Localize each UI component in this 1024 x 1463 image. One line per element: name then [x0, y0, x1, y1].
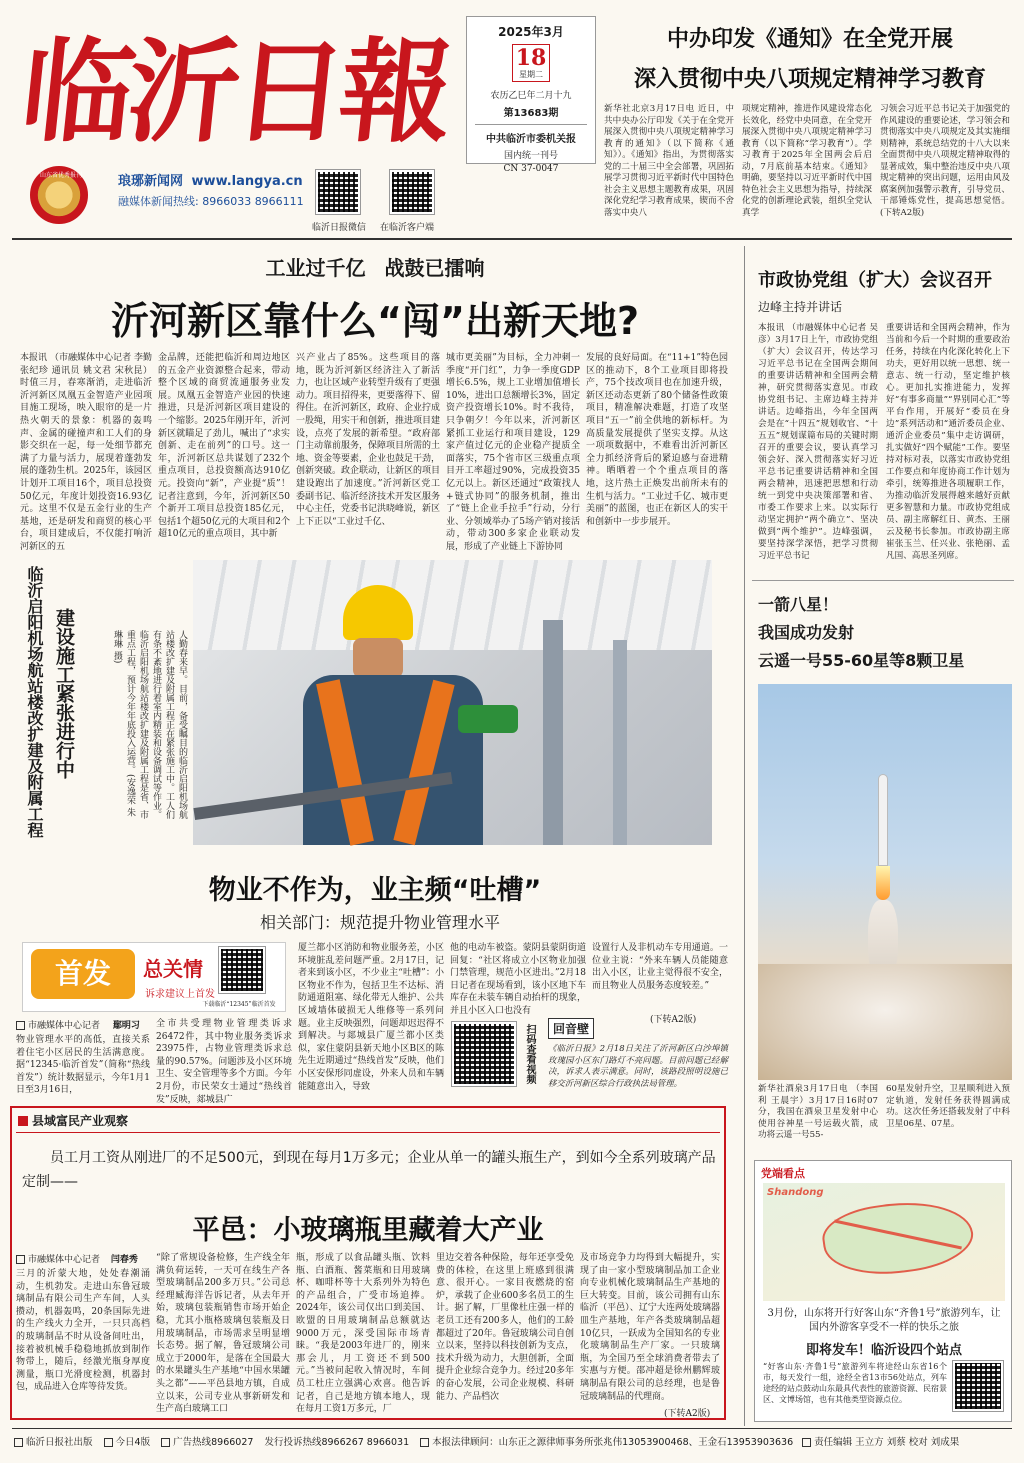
county-lede: 员工月工资从刚进厂的不足500元，到现在每月1万多元；企业从单一的罐头瓶生产，到如今全系列玻璃产品定制—— [22, 1150, 716, 1190]
issue-publisher: 中共临沂市委机关报 [486, 134, 576, 145]
satellite-col-1: 新华社酒泉3月17日电 （李国利 王晨宇）3月17日16时07分，我国在酒泉卫星发射中心使用谷神星一号运载火箭，成功将云遥一号55- [758, 1084, 878, 1140]
satellite-line-1[interactable]: 一箭八星！ [758, 595, 839, 614]
shoufa-logo-side: 总关情 [143, 957, 203, 981]
property-col-5: 设置行人及非机动车专用通道。一位业主说：“外来车辆人员能随意出入小区，让业主觉得很不安全，而且物业人员服务态度较差。” [592, 943, 728, 991]
issue-divider [475, 124, 587, 125]
footer-legal [420, 1437, 793, 1448]
property-col-3: 厦兰都小区消防和物业服务差，小区环境脏乱差问题严重。2月17日，记者来到该小区，不少业主“吐槽”：小区物业不作为，包括卫生不达标、消防通道阻塞、绿化带无人维护、公共区域墙体破损无人维修等一系列问题。业主反映强烈，问题却迟迟得不到解决。与郯城县广厦兰都小区类似，家住蒙阴县新天地小区B区的陈先生近期通过“热线首发”反映，他们小区安保形同虚设，外来人员和车辆能随意出入，导致 [298, 943, 444, 1092]
masthead-logo: 临沂日報 [15, 27, 453, 158]
county-col-4: 里边交着各种保险，每年还享受免费的体检，在这里上班感到很满意、很开心。一家目夜燃烧的窑炉，承载了企业600多名员工的生计。据了解，厂里像杜庄强一样的老员工还有200多人，他们的工龄都超过了20年。鲁冠玻璃公司自创立以来，坚持以科技创新为支点，技术升级为动力，大胆创新，全面提升企业综合竞争力。经过20多年的奋心发展，公司企业规模、科研能力、产品档次 [436, 1253, 574, 1402]
issue-cn-label: 国内统一刊号 [503, 151, 558, 161]
county-byline-name: 闫春秀 [110, 1255, 138, 1265]
county-byline-tag: 市融媒体中心记者 [28, 1255, 101, 1265]
county-col-3: 瓶，形成了以食品罐头瓶、饮料瓶、白酒瓶、酱菜瓶和日用玻璃杯、咖啡杯等十大系列外为特色的产品组合，广受市场追捧。2024年，该公司仅出口到美国、欧盟的日用玻璃制品总额就达9000万元，深受国际市场青睐。“我是2003年进厂的，刚来那会儿，月工资还不到500元。”当被问起收入情况时，车间员工杜庄立强满心欢喜。他告诉记者，自己是地方镇本地人，现在每月工资1万多元，厂 [296, 1253, 430, 1415]
badge-text: 山东省优秀报刊 [39, 172, 82, 179]
top-story-col-1: 新华社北京3月17日电 近日，中共中央办公厅印发《关于在全党开展深入贯彻中央八项规定精神学习教育的通知》（以下简称《通知》）。《通知》指出，为贯彻落实党的二十届三中全会部署，巩固拓展学习贯彻习近平新时代中国特色社会主义思想主题教育成果，巩固深化党纪学习教育成果，锲而不舍落实中央八 [604, 104, 734, 218]
county-byline [16, 1252, 138, 1265]
photo-kicker: 临沂启阳机场航站楼改扩建及附属工程 [25, 566, 44, 838]
main-col-1: 本报讯 （市融媒体中心记者 李勤 张纪珍 通讯员 姚文君 宋秋昆）时值三月，春寒渐消，走进临沂沂河新区凤凰五金智造产业园项目施工现场，映入眼帘的是一片热火朝天的景象：机器的轰鸣声、金属的碰撞声和工人们的身影交织在一起，每一处细节都充满了力量与活力，展现着蓬勃发展的蓬勃生机。2025年，该园区计划开工项目16个，项目总投资50亿元，年度计划投资16.93亿元。这里不仅是五金行业的生产基地，还是研发和商贸的核心平台，项目建成后，不仅能打响沂河新区的五 [20, 353, 152, 552]
footer-box-icon [802, 1438, 811, 1447]
shoufa-qr[interactable] [219, 947, 265, 993]
worker-face [353, 638, 403, 678]
satellite-line-3[interactable]: 云遥一号55-60星等8颗卫星 [758, 651, 965, 670]
shoufa-logo-sub: 诉求建议上首发 [145, 989, 215, 1000]
ceiling-panel [193, 560, 712, 650]
rocket-launch-photo [758, 684, 1012, 1080]
issue-number: 第13683期 [503, 108, 559, 119]
county-section-label: 县域富民产业观察 [32, 1114, 129, 1128]
smoke-cloud [758, 964, 1012, 1080]
county-col-1: 三月的沂蒙大地，处处春潮涌动，生机勃发。走进山东鲁冠玻璃制品有限公司生产车间，人头攒动，机器轰鸣，20条国际先进的生产线火力全开，一只只高档的玻璃制品不时从设备间吐出，接着被机械手稳稳地抓放到制作物带上，随后，经激光瓶身厚度测量，瓶口光滑度检测，机器封包，成品进入仓库等待发货。 [16, 1269, 150, 1393]
footer-box-icon [14, 1438, 23, 1447]
main-col-2: 金品牌，还能把临沂和周边地区的五金产业资源整合起来，带动整个区域的商贸流通服务业发展。凤凰五金智造产业园的快速推进，只是沂河新区项目建设的一个缩影。2025年刚开年，沂河新区就瞄足了劲儿，喊出了“求实创新、走在前列”的口号。这一年，沂河新区总共谋划了232个重点项目，总投资额高达910亿元。投资向“新”，产业提“质”！记者注意到，今年，沂河新区50个新开工项目总投资185亿元，包括1个超50亿元的大项目和2个超10亿元的重点项目，其中新 [158, 353, 290, 540]
promo-map [763, 1183, 1005, 1301]
property-col-1: 物业管理水平的高低，直接关系着住宅小区居民的生活满意度。据“12345·临沂首发”（简称“热线首发”）统计数据显示，今年1月1日至3月16日， [16, 1035, 150, 1096]
county-story-box [10, 1106, 726, 1420]
promo-caption: 3月份，山东将开行好客山东“齐鲁1号”旅游列车，让国内外游客享受不一样的快乐之旅 [767, 1308, 1001, 1333]
wechat-qr-label: 临沂日报微信 [312, 223, 367, 233]
promo-box [754, 1160, 1012, 1422]
footer-ad [161, 1437, 253, 1448]
footer-rule [12, 1428, 1012, 1429]
site-url[interactable]: www.langya.cn [191, 174, 303, 189]
issue-box [466, 16, 596, 174]
shandong-outline [819, 1193, 977, 1283]
byline-box-icon-2 [16, 1255, 25, 1264]
property-col-2: 全市共受理物业管理类诉求26472件，其中物业服务类诉求23975件，占物业管理类诉求总量的90.57%。问题涉及小区环境卫生、安全管理等多个方面。今年2月份，市民荣女士通过“热线首发”反映，郯城县广 [156, 1019, 292, 1105]
main-kicker: 工业过千亿 战鼓已擂响 [265, 256, 485, 280]
wechat-qr[interactable] [316, 170, 360, 214]
video-label: 扫码查看视频 [524, 1024, 535, 1084]
main-col-3: 兴产业占了85%。这些项目的落地，既为沂河新区经济注入了新活力，也让区域产业转型升级有了更强动力。项目招得来，更要落得下、留得住。在沂河新区，政府、企业拧成一股绳，用实干和创新，推进项目建设，点亮了发展的新希望。“政府部门主动靠前服务，保障项目所需的土地、资金等要素，企业也鼓足干劲，创新突破。政企联动，让新区的项目建设跑出了加速度。”沂河新区党工委副书记、临沂经济技术开发区服务中心主任，党委书记洪晓峰说，新区上下正以“工业过千亿、 [296, 353, 441, 527]
top-story-title-2[interactable]: 深入贯彻中央八项规定精神学习教育 [633, 67, 986, 92]
section-marker-icon [18, 1116, 28, 1126]
issue-cn-no: CN 37-0047 [503, 164, 559, 174]
cppcc-title[interactable]: 市政协党组（扩大）会议召开 [758, 270, 992, 291]
promo-label: 党端看点 [761, 1167, 805, 1180]
property-continue[interactable]: (下转A2版) [650, 1015, 697, 1025]
construction-photo [193, 560, 712, 845]
site-name-label: 琅琊新闻网 [118, 174, 184, 189]
footer-pages-text: 今日4版 [115, 1437, 151, 1448]
property-byline-name: 鄢明习 [112, 1021, 140, 1031]
cppcc-col-1: 本报讯 （市融媒体中心记者 吴彦）3月17日上午，市政协党组（扩大）会议召开，传达学习习近平总书记在全国两会期间的重要讲话精神和全国两会精神，研究贯彻落实意见。市政协党组书记、主席边峰主持并讲话。边峰指出，今年全国两会是在“十四五”规划收官、“十五五”规划谋篇布局的关键时期召开的重要会议，要认真学习领会好、深入贯彻落实好习近平总书记重要讲话精神和全国两会精神，迅速把思想和行动统一到党中央决策部署和省、市委工作要求上来。以实际行动坚定拥护“两个确立”、坚决做到“两个维护”。边峰强调，要坚持深学深悟，把学习贯彻习近平总书记 [758, 323, 878, 561]
footer-complaint: 发行投诉热线8966267 8966031 [264, 1437, 410, 1448]
property-title[interactable]: 物业不作为，业主频“吐槽” [208, 875, 542, 906]
footer-publisher-text: 临沂日报社出版 [26, 1437, 93, 1448]
scaffold [543, 620, 563, 845]
issue-day: 18 [515, 45, 547, 71]
masthead-rule [12, 238, 1012, 240]
power-drill [458, 705, 518, 733]
cppcc-col-2: 重要讲话和全国两会精神，作为当前和今后一个时期的重要政治任务，持续在内化深化转化上下功夫，更好用以统一思想、统一意志、统一行动，坚定维护核心。更加扎实推进能力，发挥好“有事多商量”“界别同心汇”等平台作用，开展好“委员在身边”系列活动和“通沂委员企业、通沂企业委员”集中走访调研，扎实做好“四个赋能”工作。要坚持对标对表，以落实市政协党组工作要点和年度协商工作计划为牵引，统筹推进各项履职工作，为推动临沂发展得越来越好贡献更多智慧和力量。市政协党组成员、副主席解红日、黄杰、王丽云及秘书长参加。市政协副主席崔张玉兰、任兴业、张艳丽、孟凡国、高思圣列席。 [886, 323, 1010, 561]
shoufa-qr-label: 下载临沂“12345”临沂首发 [202, 1001, 276, 1008]
huisheng-label: 回音壁 [548, 1018, 594, 1039]
issue-year-month: 2025年3月 [498, 25, 564, 39]
footer-pages [104, 1437, 151, 1448]
promo-map-logo: Shandong [767, 1187, 824, 1198]
right-rule-1 [752, 580, 1014, 581]
column-divider [744, 246, 745, 1426]
top-story-col-2: 项规定精神，推进作风建设常态化长效化，经党中央同意，在全党开展深入贯彻中央八项规定精神学习教育（以下简称“学习教育”）。学习教育于2025年全国两会后启动，7月底前基本结束。《通知》明确，要坚持以习近平新时代中国特色社会主义思想为指导，持续深化党的创新理论武装，组织全党认真学 [742, 104, 872, 218]
promo-headline[interactable]: 即将发车！临沂设四个站点 [805, 1343, 962, 1358]
county-continue[interactable]: (下转A2版) [664, 1409, 711, 1419]
issue-day-box [512, 44, 550, 82]
footer-box-icon [420, 1438, 429, 1447]
top-story-title-1[interactable]: 中办印发《通知》在全党开展 [666, 27, 953, 52]
footer-publisher [14, 1437, 93, 1448]
promo-qr[interactable] [953, 1361, 1003, 1411]
footer-box-icon [104, 1438, 113, 1447]
satellite-line-2[interactable]: 我国成功发射 [758, 623, 855, 642]
main-col-4: 城市更美丽”为目标，全力冲刺一季度“开门红”，力争一季度GDP增长6.5%，规上工业增加值增长10%，进出口总额增长3%，固定资产投资增长10%。时不我待，只争朝夕！今年以来，沂河新区紧抓工业运行和项目建设，129家产值过亿元的企业稳产提质全面落实，75个省市区三级重点项目开工率超过90%，完成投资35亿元以上。新区还通过“政策找人+链式协同”的服务机制，推出了“链上企业手拉手”行动，分行业、分领域举办了5场产销对接活动，带动300多家企业联动发展，形成了产业链上下游协同 [446, 353, 580, 552]
huisheng-text: 《临沂日报》2月18日关注了沂河新区白沙埠镇玫瑰园小区东门路灯不亮问题。目前问题已经解决，诉求人表示满意。同时，该路段照明设施已移交沂河新区综合行政执法局管理。 [548, 1043, 728, 1088]
site-name [118, 170, 303, 189]
satellite-col-2: 60星发射升空，卫星顺利进入预定轨道，发射任务获得圆满成功。这次任务还搭载发射了中科卫星06星、07星。 [886, 1084, 1010, 1129]
photo-title: 建设施工紧张进行中 [53, 608, 75, 779]
shoufa-logo [22, 942, 286, 1012]
footer-box-icon [161, 1438, 170, 1447]
property-col-4: 他的电动车被盗。蒙阴县蒙阴街道回复：“社区将成立小区物业加强门禁管理，规范小区进出。”2月18日记者在现场看到，该小区地下车库存在未装车辆自动抬杆的现象，并且小区入口也没有 [450, 943, 586, 1016]
footer-ad-text: 广告热线8966027 [173, 1437, 254, 1448]
footer-editors [802, 1437, 959, 1448]
footer [14, 1434, 1014, 1448]
app-qr[interactable] [390, 170, 434, 214]
county-col-5: 及市场竞争力均得到大幅提升，实现了由一家小型玻璃制品加工企业向专业机械化玻璃制品生产基地的巨大转变。目前，该公司拥有山东临沂（平邑）、辽宁大连两处玻璃器皿生产基地，年产各类玻璃制品超10亿只，一跃成为全国知名的专业化玻璃制品生产厂家。一只玻璃瓶，为全国乃至全球消费者带去了实惠与方便。邵冲超是徐州鹏辉玻璃制品有限公司的总经理，也是鲁冠玻璃制品的代理商。 [580, 1253, 720, 1402]
top-story-col-3: 习领会习近平总书记关于加强党的作风建设的重要论述，学习领会和贯彻落实中央八项规定及其实施细则精神，系统总结党的十八大以来全面贯彻中央八项规定精神取得的显著成效，集中整治违反中央八项规定精神的突出问题，运用由风及腐案例加强警示教育，引导党员、干部锤炼党性，提高思想觉悟。(下转A2版) [880, 104, 1010, 218]
property-byline-tag: 市融媒体中心记者 [28, 1021, 101, 1031]
county-section-rule [16, 1132, 720, 1133]
issue-weekday: 星期二 [519, 70, 543, 79]
shoufa-logo-main: 首发 [31, 949, 135, 999]
huisheng-box [548, 1018, 728, 1102]
rocket-flame [876, 866, 890, 900]
main-title[interactable]: 沂河新区靠什么“闯”出新天地? [111, 299, 639, 343]
photo-caption: 人勤春来早。目前，备受瞩目的临沂启阳机场航站楼改扩建及附属工程正在紧张施工中。工人们有条不紊地进行着室内精装和设备调试等作业。临沂启阳机场航站楼改扩建及附属工程是省、市重点工程，预计今年年底投入运营。(安逸荣 朱琳琳 摄) [112, 630, 187, 819]
footer-legal-text: 本报法律顾问：山东正之源律师事务所张兆伟13053900468、王金石13953903636 [432, 1437, 794, 1448]
promo-text: “好客山东·齐鲁1号”旅游列车将途经山东省16个市，每天发行一组，途经全省13市56处站点，列车途经的站点鼓动山东最具代表性的旅游资源、民宿景区、文博场馆，也有其他类型资源点位。 [763, 1362, 947, 1404]
scaffold-2 [613, 640, 627, 845]
hotline: 融媒体新闻热线: 8966033 8966111 [118, 195, 304, 208]
award-badge [30, 166, 88, 224]
main-col-5: 发展的良好局面。在“11+1”特色园区的推动下，8个工业项目即将投产，75个技改项目也在加速升级，新区还动态更新了80个储备性政策项目，精准解决难题，打造了攻坚项目“五一”前全供地的新标杆。为高质量发展提供了坚实支撑。从这一项项数据中，不难看出沂河新区全力抓经济背后的紧迫感与奋进精神。晒晒着一个个重点项目的落地，这片热土正焕发出前所未有的生机与活力。“工业过千亿、城市更美丽”的蓝图，也正在新区人的实干和创新中一步步展开。 [586, 353, 728, 527]
byline-box-icon [16, 1021, 25, 1030]
cppcc-subtitle: 边峰主持并讲话 [758, 300, 843, 314]
county-col-2: “除了常规设备检修，生产线全年满负荷运转，一天可在线生产各型玻璃制品200多万只。”公司总经理臧海洋告诉记者，从去年开始，玻璃包装瓶销售市场开始企稳，尤其小瓶格玻璃包装瓶及日用玻璃制品，市场需求呈明显增长态势。据了解，鲁冠玻璃公司成立于2000年，是落在全国最大的水果罐头生产基地“中国水果罐头之都”——平邑县地方镇，自成立以来，公司专业从事新研发和生产高白玻璃工口 [156, 1253, 290, 1415]
app-qr-label: 在临沂客户端 [380, 223, 435, 233]
issue-lunar: 农历乙巳年二月十九 [490, 91, 572, 101]
property-subtitle: 相关部门：规范提升物业管理水平 [259, 913, 500, 932]
rocket-body [878, 774, 888, 866]
footer-editors-text: 责任编辑 王立方 刘蔡 校对 刘成果 [814, 1437, 960, 1448]
video-qr[interactable] [452, 1022, 516, 1086]
county-section [18, 1112, 128, 1129]
county-title[interactable]: 平邑：小玻璃瓶里藏着大产业 [192, 1215, 544, 1246]
